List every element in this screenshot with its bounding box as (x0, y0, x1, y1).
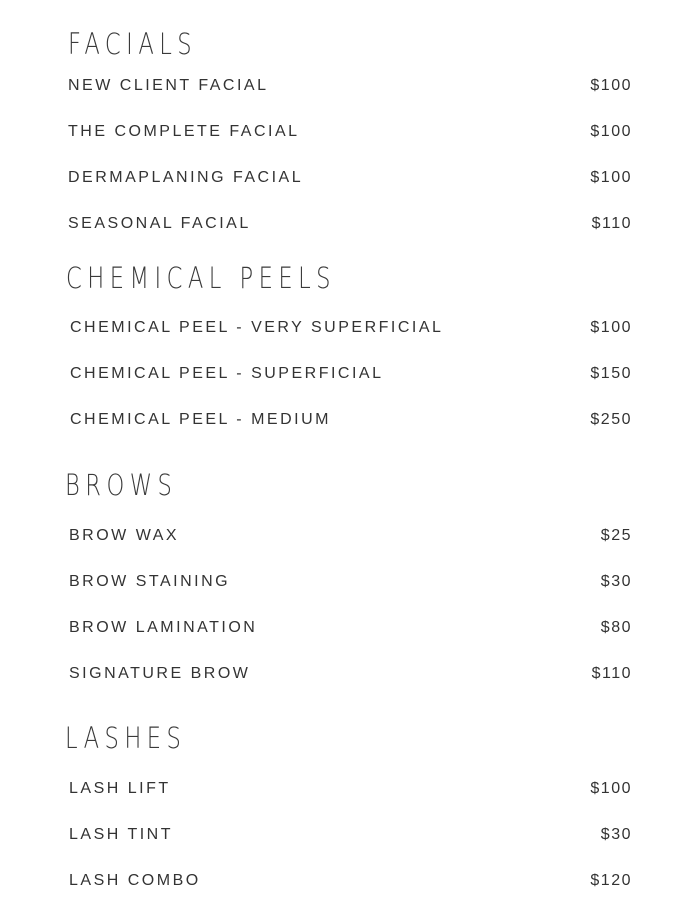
service-row (0, 570, 698, 594)
service-name: DERMAPLANING FACIAL (68, 169, 304, 186)
service-name: LASH COMBO (69, 872, 201, 889)
service-row (0, 662, 698, 686)
service-price: $250 (590, 411, 632, 428)
service-name: LASH TINT (69, 826, 173, 843)
section-title-lashes: LASHES (65, 721, 187, 755)
service-price: $120 (590, 872, 632, 889)
service-row (0, 823, 698, 847)
service-price: $100 (590, 319, 632, 336)
service-name: CHEMICAL PEEL - SUPERFICIAL (70, 365, 384, 382)
service-row (0, 120, 698, 144)
service-name: NEW CLIENT FACIAL (68, 77, 269, 94)
service-name: SEASONAL FACIAL (68, 215, 251, 232)
service-row (0, 316, 698, 340)
service-name: BROW STAINING (69, 573, 231, 590)
service-price: $80 (600, 619, 632, 636)
service-name: CHEMICAL PEEL - MEDIUM (70, 411, 331, 428)
service-price: $100 (590, 780, 632, 797)
service-row (0, 869, 698, 893)
service-row (0, 166, 698, 190)
service-row (0, 524, 698, 548)
service-price: $25 (600, 527, 632, 544)
service-price: $30 (600, 573, 632, 590)
service-name: THE COMPLETE FACIAL (68, 123, 300, 140)
service-row (0, 777, 698, 801)
service-price: $110 (591, 215, 632, 232)
section-title-chemical-peels: CHEMICAL PEELS (66, 261, 336, 295)
service-name: CHEMICAL PEEL - VERY SUPERFICIAL (70, 319, 444, 336)
section-title-brows: BROWS (65, 468, 178, 502)
service-row (0, 616, 698, 640)
service-name: LASH LIFT (69, 780, 171, 797)
service-row (0, 362, 698, 386)
service-price: $150 (590, 365, 632, 382)
service-price: $100 (590, 77, 632, 94)
service-price: $100 (590, 123, 632, 140)
service-price: $110 (591, 665, 632, 682)
section-title-facials: FACIALS (68, 27, 198, 61)
service-name: BROW WAX (69, 527, 180, 544)
service-price: $30 (600, 826, 632, 843)
service-row (0, 74, 698, 98)
service-price: $100 (590, 169, 632, 186)
service-name: BROW LAMINATION (69, 619, 258, 636)
service-name: SIGNATURE BROW (69, 665, 251, 682)
service-row (0, 408, 698, 432)
service-row (0, 212, 698, 236)
